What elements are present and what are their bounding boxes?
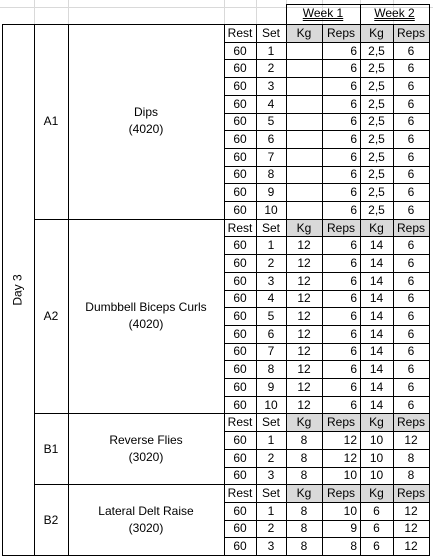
cell-border [224,484,429,485]
cell-border [2,555,430,556]
header-rest: Rest [227,220,253,235]
cell-set: 5 [267,114,275,129]
cell-border [224,95,429,96]
cell-w1-kg: 12 [297,291,311,306]
cell-rest: 60 [233,238,247,253]
cell-w1-reps: 12 [343,450,357,465]
cell-w1-kg: 8 [300,450,308,465]
cell-w2-kg: 2,5 [368,185,385,200]
cell-set: 4 [267,96,275,111]
cell-w1-kg: 8 [300,432,308,447]
cell-set: 6 [267,326,275,341]
cell-w1-reps: 6 [350,167,357,182]
cell-w2-kg: 6 [373,503,380,518]
cell-w1-reps: 6 [350,78,357,93]
cell-border [224,343,429,344]
header-reps: Reps [396,220,425,235]
cell-w1-kg [286,95,322,113]
cell-w1-reps: 6 [350,238,357,253]
cell-w1-kg: 12 [297,362,311,377]
cell-set: 9 [267,185,275,200]
cell-rest: 60 [233,362,247,377]
cell-w1-reps: 9 [350,521,357,536]
cell-rest: 60 [233,132,247,147]
cell-border [360,4,361,24]
cell-w2-reps: 12 [404,503,418,518]
header-reps: Reps [326,415,355,430]
cell-set: 1 [267,238,275,253]
cell-w1-kg: 8 [300,503,308,518]
cell-border [224,254,429,255]
cell-w2-reps: 6 [407,114,415,129]
cell-rest: 60 [233,114,247,129]
cell-w2-reps: 6 [407,397,415,412]
cell-w2-reps: 8 [407,450,415,465]
cell-w1-kg [286,42,322,60]
exercise-code: B1 [43,441,59,456]
exercise-tempo: (4020) [128,317,164,332]
header-kg: Kg [369,415,384,430]
cell-w1-kg [286,113,322,131]
exercise-code: A1 [43,114,59,129]
cell-w2-kg: 2,5 [368,114,385,129]
cell-rest: 60 [233,503,247,518]
cell-border [224,166,429,167]
exercise-name: Dips [133,105,158,120]
cell-w2-kg: 2,5 [368,96,385,111]
cell-w2-kg: 10 [369,450,384,465]
cell-rest: 60 [233,344,247,359]
cell-rest: 60 [233,149,247,164]
cell-w2-kg: 6 [373,539,380,554]
cell-w2-kg: 14 [369,379,384,394]
cell-w2-reps: 6 [407,149,415,164]
cell-w1-kg: 12 [297,397,311,412]
cell-border [68,24,69,556]
cell-w2-reps: 6 [407,132,415,147]
gridline [34,0,35,24]
cell-w2-reps: 6 [407,379,415,394]
cell-set: 6 [267,132,275,147]
gridline [256,0,257,24]
cell-w2-reps: 6 [407,238,415,253]
cell-w1-kg [286,130,322,148]
cell-border [224,272,429,273]
cell-border [429,4,430,24]
cell-set: 10 [264,202,278,217]
exercise-tempo: (3020) [128,449,164,464]
cell-w2-reps: 6 [407,273,415,288]
cell-rest: 60 [233,167,247,182]
exercise-name: Dumbbell Biceps Curls [85,300,207,315]
cell-border [224,219,429,220]
cell-w2-reps: 6 [407,202,415,217]
cell-w1-reps: 6 [350,344,357,359]
header-set: Set [261,25,280,40]
cell-w1-reps: 6 [350,397,357,412]
cell-rest: 60 [233,539,247,554]
cell-w2-reps: 6 [407,362,415,377]
cell-set: 2 [267,61,275,76]
cell-w2-reps: 6 [407,326,415,341]
header-kg: Kg [296,220,312,235]
cell-w1-kg: 8 [300,521,308,536]
cell-set: 10 [264,397,278,412]
cell-w1-reps: 10 [343,468,357,483]
cell-border [224,183,429,184]
header-set: Set [261,486,280,501]
cell-w1-reps: 6 [350,132,357,147]
cell-border [224,360,429,361]
cell-w2-kg: 14 [369,397,384,412]
cell-w2-kg: 6 [373,521,380,536]
cell-w2-kg: 2,5 [368,149,385,164]
cell-border [224,431,429,432]
cell-border [224,148,429,149]
exercise-tempo: (3020) [128,520,164,535]
exercise-name-block [68,484,224,555]
cell-w2-kg: 14 [369,291,384,306]
cell-border [286,24,287,556]
cell-w1-reps: 6 [350,61,357,76]
cell-rest: 60 [233,78,247,93]
cell-border [224,24,429,25]
cell-w1-reps: 6 [350,379,357,394]
cell-border [224,396,429,397]
cell-border [286,4,287,24]
cell-w1-reps: 6 [350,114,357,129]
cell-rest: 60 [233,379,247,394]
header-kg: Kg [296,486,312,501]
cell-border [360,24,361,556]
cell-border [286,4,429,5]
cell-rest: 60 [233,397,247,412]
cell-rest: 60 [233,202,247,217]
cell-rest: 60 [233,43,247,58]
cell-w2-reps: 6 [407,255,415,270]
cell-w2-reps: 6 [407,167,415,182]
header-reps: Reps [326,25,355,40]
cell-border [224,449,429,450]
cell-w2-kg: 2,5 [368,202,385,217]
cell-w2-kg: 2,5 [368,43,385,58]
cell-set: 3 [267,78,275,93]
cell-set: 2 [267,255,275,270]
exercise-name-block [68,24,224,219]
header-kg: Kg [369,220,384,235]
cell-w2-reps: 6 [407,291,415,306]
cell-set: 2 [267,450,275,465]
gridline [224,0,225,24]
cell-w2-reps: 6 [407,43,415,58]
cell-w1-kg: 12 [297,344,311,359]
cell-border [224,290,429,291]
header-kg: Kg [296,415,312,430]
cell-w1-reps: 12 [343,432,357,447]
cell-border [224,502,429,503]
cell-w2-kg: 2,5 [368,78,385,93]
cell-rest: 60 [233,291,247,306]
cell-w2-kg: 14 [369,255,384,270]
cell-w1-reps: 6 [350,149,357,164]
cell-set: 1 [267,432,275,447]
header-set: Set [261,415,280,430]
cell-border [224,467,429,468]
cell-w1-kg: 12 [297,238,311,253]
cell-w2-kg: 2,5 [368,61,385,76]
cell-set: 3 [267,539,275,554]
cell-rest: 60 [233,450,247,465]
cell-border [224,325,429,326]
cell-border [224,77,429,78]
cell-w1-kg [286,148,322,166]
cell-set: 7 [267,344,275,359]
cell-w2-kg: 10 [369,468,384,483]
cell-w1-reps: 8 [350,539,357,554]
cell-w1-reps: 6 [350,185,357,200]
cell-set: 7 [267,149,275,164]
cell-border [429,24,430,556]
cell-w2-reps: 12 [404,539,418,554]
cell-w2-kg: 14 [369,344,384,359]
cell-border [224,413,429,414]
cell-w2-kg: 10 [369,432,384,447]
cell-rest: 60 [233,185,247,200]
day-label [2,24,34,555]
cell-set: 5 [267,309,275,324]
cell-w1-reps: 6 [350,291,357,306]
header-kg: Kg [369,25,384,40]
cell-w2-reps: 8 [407,468,415,483]
cell-border [224,42,429,43]
exercise-name: Lateral Delt Raise [98,503,194,518]
cell-set: 1 [267,43,275,58]
cell-w2-kg: 14 [369,362,384,377]
cell-border [224,378,429,379]
cell-w2-reps: 12 [404,521,418,536]
header-kg: Kg [296,25,312,40]
cell-w1-reps: 6 [350,273,357,288]
cell-w2-kg: 2,5 [368,167,385,182]
cell-w1-reps: 6 [350,326,357,341]
header-rest: Rest [227,486,253,501]
cell-rest: 60 [233,61,247,76]
cell-w2-reps: 6 [407,185,415,200]
cell-rest: 60 [233,255,247,270]
cell-w1-reps: 6 [350,309,357,324]
exercise-name-block [68,219,224,414]
cell-border [224,130,429,131]
cell-w1-kg [286,77,322,95]
header-set: Set [261,220,280,235]
cell-w1-reps: 6 [350,96,357,111]
cell-set: 2 [267,521,275,536]
week-header-2: Week 2 [374,6,415,20]
cell-set: 8 [267,362,275,377]
cell-w2-kg: 14 [369,309,384,324]
cell-w1-kg [286,166,322,184]
cell-border [224,24,225,556]
cell-w1-kg: 12 [297,379,311,394]
cell-rest: 60 [233,326,247,341]
cell-border [224,307,429,308]
cell-set: 1 [267,503,275,518]
cell-w2-kg: 14 [369,326,384,341]
cell-w1-reps: 6 [350,255,357,270]
cell-w2-kg: 14 [369,238,384,253]
cell-w2-reps: 12 [404,432,418,447]
exercise-code: B2 [43,512,59,527]
cell-set: 8 [267,167,275,182]
cell-w1-kg [286,59,322,77]
cell-rest: 60 [233,521,247,536]
cell-border [224,537,429,538]
cell-w1-kg [286,183,322,201]
cell-border [224,236,429,237]
day-label-text: Day 3 [10,273,25,306]
cell-w2-reps: 6 [407,344,415,359]
cell-set: 3 [267,273,275,288]
cell-w1-kg: 8 [300,468,308,483]
cell-w2-kg: 2,5 [368,132,385,147]
cell-rest: 60 [233,468,247,483]
cell-border [256,24,257,556]
cell-border [224,59,429,60]
cell-w1-reps: 10 [343,503,357,518]
header-reps: Reps [326,486,355,501]
cell-border [322,24,323,556]
cell-w1-kg: 12 [297,309,311,324]
gridline [68,0,69,24]
cell-rest: 60 [233,273,247,288]
cell-border [224,201,429,202]
cell-w1-kg [286,201,322,219]
cell-w1-kg: 12 [297,326,311,341]
exercise-tempo: (4020) [128,122,164,137]
cell-w2-reps: 6 [407,309,415,324]
cell-rest: 60 [233,432,247,447]
cell-w1-reps: 6 [350,202,357,217]
cell-w1-reps: 6 [350,43,357,58]
cell-w2-reps: 6 [407,61,415,76]
cell-w2-kg: 14 [369,273,384,288]
header-reps: Reps [396,415,425,430]
cell-rest: 60 [233,96,247,111]
cell-w1-kg: 12 [297,255,311,270]
header-reps: Reps [396,486,425,501]
header-reps: Reps [396,25,425,40]
cell-w2-reps: 6 [407,96,415,111]
header-rest: Rest [227,415,253,430]
header-reps: Reps [326,220,355,235]
header-rest: Rest [227,25,253,40]
cell-w1-kg: 12 [297,273,311,288]
cell-set: 3 [267,468,275,483]
cell-w2-reps: 6 [407,78,415,93]
cell-border [393,24,394,556]
cell-border [224,520,429,521]
exercise-name-block [68,413,224,484]
exercise-name: Reverse Flies [109,432,183,447]
exercise-code: A2 [43,309,59,324]
week-header-1: Week 1 [302,6,344,20]
cell-w1-reps: 6 [350,362,357,377]
cell-border [34,24,35,556]
cell-w1-kg: 8 [300,539,308,554]
header-kg: Kg [369,486,384,501]
cell-set: 9 [267,379,275,394]
cell-border [224,113,429,114]
cell-set: 4 [267,291,275,306]
cell-rest: 60 [233,309,247,324]
